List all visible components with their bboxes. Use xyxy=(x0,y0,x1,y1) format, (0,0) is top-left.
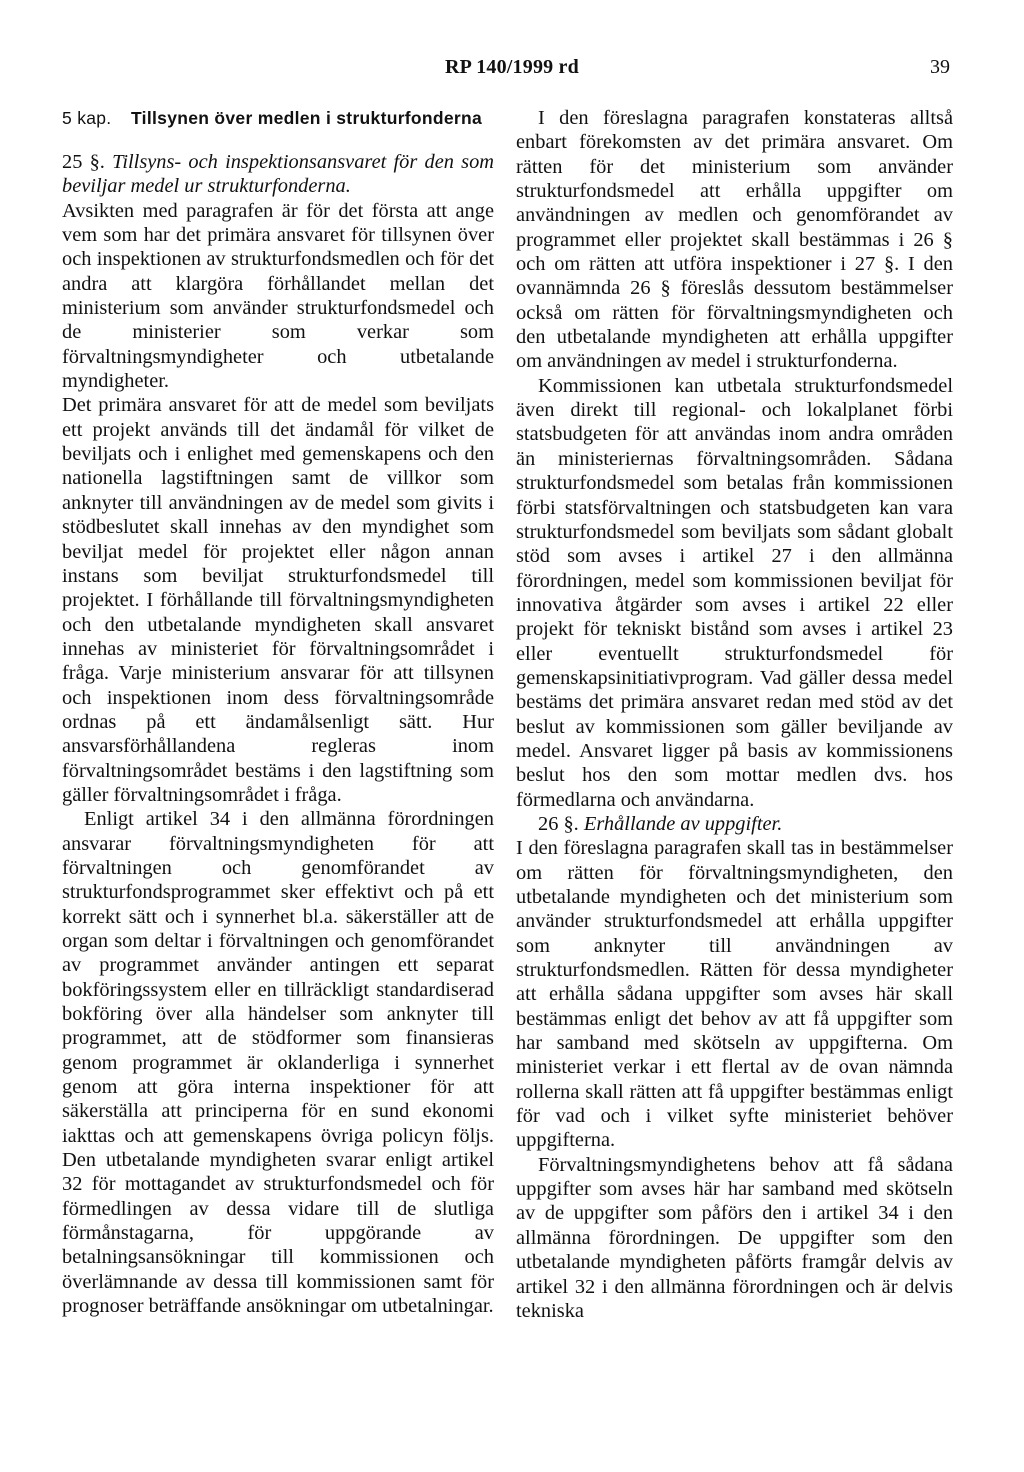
document-header-title: RP 140/1999 rd xyxy=(445,56,579,78)
right-column xyxy=(516,106,953,1323)
right-paragraph-2: Kommissionen kan utbetala strukturfondsmedel även direkt till regional- och lokalplanet förbi statsbudgeten för att användas inom andra områden än ministeriernas förvaltningsområden. Sådana strukturfondsmedel som betalas från kommissionen förbi statsförvaltningen och statsbudgeten kan vara strukturfondsmedel som beviljats som sådant globalt stöd som avses i artikel 27 i den allmänna förordningen, medel som kommissionen beviljat för innovativa åtgärder som avses i artikel 22 eller projekt för tekniskt bistånd som avses i artikel 23 eller eventuellt strukturfondsmedel för gemenskapsinitiativprogram. Vad gäller dessa medel bestäms det primära ansvaret redan med stöd av det beslut av kommissionen som gäller beviljande av medel. Ansvaret ligger på basis av kommissionens beslut hos den som mottar medlen dvs. hos förmedlarna och användarna. xyxy=(516,374,953,811)
section-25-title: Tillsyns- och inspektionsansvaret för den som beviljar medel ur strukturfonderna. xyxy=(62,151,494,198)
right-paragraph-1: I den föreslagna paragrafen konstateras alltså enbart förekomsten av det primära ansvaret. Om rätten för det ministerium som använder strukturfondsmedel att erhålla uppgifter om användningen av medlen och genomförandet av programmet eller projektet skall bestämmas i 26 § och om rätten att utföra inspektioner i 27 §. I den ovannämnda 26 § föreslås dessutom bestämmelser också om rätten för förvaltningsmyndigheten och den utbetalande myndigheten att erhålla uppgifter om användningen av medel i strukturfonderna. xyxy=(516,107,953,373)
right-paragraph-4: Förvaltningsmyndighetens behov att få sådana uppgifter som avses här har samband med skötseln av de uppgifter som påförs den i artikel 34 i den allmänna förordningen. De uppgifter som den utbetalande myndigheten påförts framgår delvis av artikel 32 i den allmänna förordningen och är delvis tekniska xyxy=(516,1153,953,1322)
section-26-heading xyxy=(516,812,953,836)
section-26-number: 26 §. xyxy=(538,812,579,835)
section-26-title: Erhållande av uppgifter. xyxy=(583,812,783,835)
left-paragraph-2: Det primära ansvaret för att de medel som beviljats ett projekt används till det ändamål för vilket de beviljats och i enlighet med gemenskapens och den nationella lagstiftningen samt de villkor som anknyter till användningen av de medel som givits i stödbeslutet skall innehas av den myndighet som beviljat medel för projektet eller någon annan instans som beviljat strukturfondsmedel till projektet. I förhållande till förvaltningsmyndigheten och den utbetalande myndigheten skall ansvaret innehas av ministeriet för förvaltningsområdet i fråga. Varje ministerium ansvarar för att tillsynen och inspektionen inom dess förvaltningsområde ordnas på ett ändamålsenligt sätt. Hur ansvarsförhållandena regleras inom förvaltningsområdet bestäms i den lagstiftning som gäller förvaltningsområdet i fråga. xyxy=(62,394,494,806)
chapter-title: Tillsynen över medlen i strukturfonderna xyxy=(131,108,483,128)
chapter-number: 5 kap. xyxy=(62,108,112,128)
left-paragraph-3: Enligt artikel 34 i den allmänna förordningen ansvarar förvaltningsmyndigheten för att förvaltningen och genomförandet av strukturfondsprogrammet sker effektivt och på ett korrekt sätt och i synnerhet bl.a. säkerställer att de organ som deltar i förvaltningen och genomförandet av programmet använder antingen ett separat bokföringssystem eller en tillräckligt standardiserad bokföring över alla händelser som anknyter till programmet, att de stödformer som finansieras genom programmet är oklanderliga i synnerhet genom att göra interna inspektioner för att säkerställa att principerna för en sund ekonomi iakttas och att gemenskapens övriga policyn följs. Den utbetalande myndigheten svarar enligt artikel 32 för mottagandet av strukturfondsmedel och för förmedlingen av dessa vidare till de slutliga förmånstagarna, för uppgörande av betalningsansökningar till kommissionen och överlämnande av dessa till kommissionen samt för prognoser beträffande ansökningar om utbetalningar. xyxy=(62,808,494,1318)
section-25-number: 25 §. xyxy=(62,151,105,173)
chapter-heading xyxy=(62,106,494,130)
left-column xyxy=(62,106,494,1319)
section-25-paragraph: Avsikten med paragrafen är för det första att ange vem som har det primära ansvaret för tillsynen över och inspektionen av strukturfondsmedlen och för det andra att klargöra förhållandet mellan det ministerium som använder strukturfondsmedel och de ministerier som verkar som förvaltningsmyndigheter och utbetalande myndigheter. xyxy=(62,199,494,393)
page-number: 39 xyxy=(930,56,950,78)
section-25-heading xyxy=(62,150,494,199)
section-26-paragraph: I den föreslagna paragrafen skall tas in bestämmelser om rätten för förvaltningsmyndigheten, den utbetalande myndigheten och det ministerium som använder strukturfondsmedel att erhålla uppgifter som anknyter till användningen av strukturfondsmedlen. Rätten för dessa myndigheter att erhålla sådana uppgifter som avses här skall bestämmas enligt det behov av att få uppgifter som har samband med skötseln av uppgifterna. Om ministeriet verkar i ett flertal av de ovan nämnda rollerna skall rätten att få uppgifter bestämmas enligt för vad och i vilket syfte ministeriet behöver uppgifterna. xyxy=(516,837,953,1152)
